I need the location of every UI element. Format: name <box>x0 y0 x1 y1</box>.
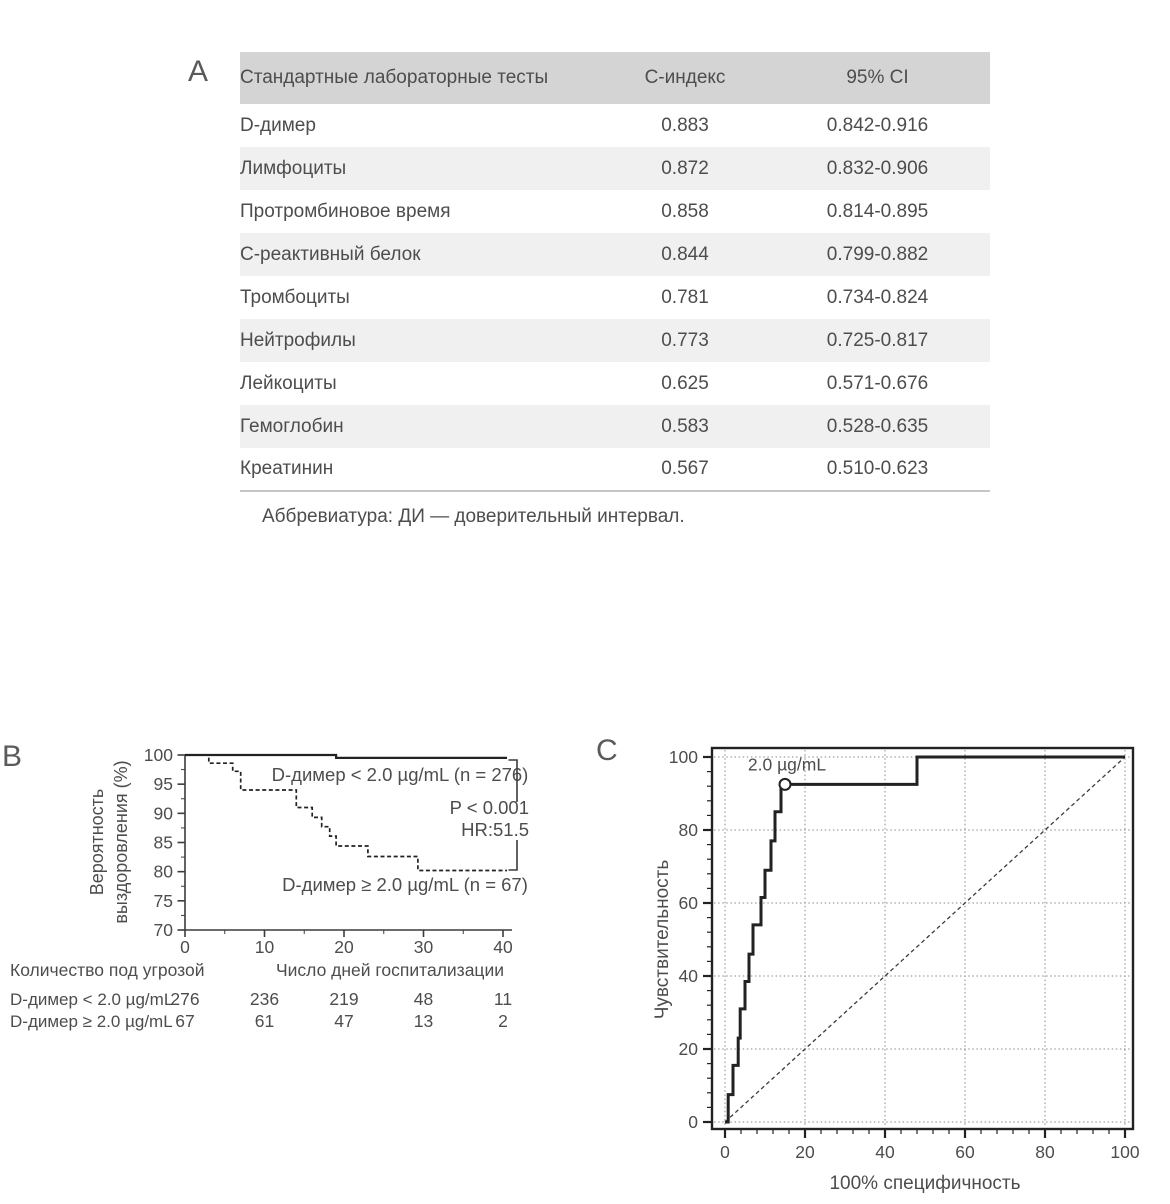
cutoff-label: 2.0 µg/mL <box>747 754 827 775</box>
ci-cell: 0.725-0.817 <box>826 329 929 351</box>
table-header-row <box>240 52 990 104</box>
table-row <box>240 190 990 233</box>
km-y-axis-title: Вероятность <box>87 788 107 896</box>
table-row <box>240 405 990 448</box>
ci-cell: 0.832-0.906 <box>826 157 929 179</box>
roc-x-tick-label: 80 <box>1035 1142 1055 1162</box>
risk-value: 48 <box>413 989 434 1009</box>
table-row <box>240 362 990 405</box>
table-row <box>240 104 990 147</box>
roc-x-tick-label: 100 <box>1110 1142 1140 1162</box>
panel-a-label: A <box>188 55 209 88</box>
roc-x-tick-label: 60 <box>955 1142 975 1162</box>
roc-x-tick-label: 40 <box>875 1142 895 1162</box>
col-header-tests: Стандартные лабораторные тесты <box>240 67 549 88</box>
table-row <box>240 276 990 319</box>
km-y-tick-label: 85 <box>153 832 173 853</box>
risk-row-label: D-димер ≥ 2.0 µg/mL <box>10 1012 173 1031</box>
panel-c-label: C <box>596 734 618 767</box>
lab-tests-table <box>240 52 990 492</box>
risk-value: 2 <box>498 1011 508 1031</box>
km-x-tick-label: 40 <box>493 937 513 957</box>
test-name-cell: D-димер <box>240 114 316 136</box>
hazard-ratio-annotation: HR:51.5 <box>461 819 529 840</box>
risk-value: 276 <box>170 989 200 1009</box>
km-y-tick-label: 90 <box>153 803 173 824</box>
risk-value: 67 <box>175 1011 195 1031</box>
c-index-cell: 0.625 <box>661 372 709 394</box>
test-name-cell: С-реактивный белок <box>240 243 421 265</box>
c-index-cell: 0.583 <box>661 415 709 437</box>
roc-curve <box>725 757 1125 1122</box>
table-row <box>240 448 990 491</box>
risk-row-label: D-димер < 2.0 µg/mL <box>10 990 174 1009</box>
km-curve-low-label: D-димер < 2.0 µg/mL (n = 276) <box>271 764 529 785</box>
km-y-tick-label: 80 <box>153 861 173 882</box>
km-x-tick-label: 30 <box>413 937 434 957</box>
km-x-tick-label: 10 <box>254 937 275 957</box>
table-row <box>240 319 990 362</box>
roc-frame <box>712 748 1133 1129</box>
ci-cell: 0.528-0.635 <box>826 415 929 437</box>
km-y-tick-label: 75 <box>153 890 173 911</box>
col-header-cindex: С-индекс <box>644 67 726 88</box>
km-y-tick-label: 95 <box>153 774 173 795</box>
col-header-ci: 95% CI <box>846 67 909 88</box>
ci-cell: 0.814-0.895 <box>826 200 929 222</box>
cutoff-marker <box>780 779 791 790</box>
km-x-tick-label: 20 <box>334 937 354 957</box>
test-name-cell: Протромбиновое время <box>240 200 451 222</box>
test-name-cell: Тромбоциты <box>240 286 350 308</box>
roc-y-axis-title: Чувствительность <box>652 859 673 1020</box>
test-name-cell: Лимфоциты <box>240 157 347 179</box>
risk-value: 61 <box>254 1011 275 1031</box>
roc-x-tick-label: 0 <box>720 1142 730 1162</box>
c-index-cell: 0.872 <box>661 157 709 179</box>
roc-y-tick-label: 20 <box>678 1039 698 1059</box>
km-y-axis-title: выздоровления (%) <box>111 760 131 924</box>
ci-cell: 0.842-0.916 <box>826 114 929 136</box>
risk-value: 47 <box>334 1011 354 1031</box>
km-y-tick-label: 100 <box>143 745 173 765</box>
km-curve-low-ddimer <box>185 755 507 758</box>
roc-x-tick-label: 20 <box>795 1142 815 1162</box>
roc-plot <box>590 730 1170 1204</box>
risk-value: 219 <box>329 989 359 1009</box>
risk-table-header: Количество под угрозой <box>10 960 205 980</box>
roc-y-tick-label: 80 <box>678 820 698 840</box>
c-index-cell: 0.858 <box>661 200 709 222</box>
ci-cell: 0.799-0.882 <box>826 243 929 265</box>
c-index-cell: 0.844 <box>661 243 709 265</box>
c-index-cell: 0.773 <box>661 329 709 351</box>
table-row <box>240 233 990 276</box>
roc-y-tick-label: 40 <box>678 966 698 986</box>
roc-y-tick-label: 100 <box>668 747 698 767</box>
lab-table-body <box>240 104 990 491</box>
risk-value: 11 <box>493 989 513 1009</box>
p-value-annotation: P < 0.001 <box>449 797 529 818</box>
roc-x-axis-title: 100% специфичность <box>829 1173 1021 1194</box>
test-name-cell: Креатинин <box>240 458 334 479</box>
roc-y-tick-label: 60 <box>678 893 698 913</box>
table-row <box>240 147 990 190</box>
risk-value: 236 <box>249 989 280 1009</box>
ci-cell: 0.510-0.623 <box>826 458 929 479</box>
test-name-cell: Лейкоциты <box>240 372 337 394</box>
test-name-cell: Нейтрофилы <box>240 329 356 351</box>
km-plot <box>0 740 560 1040</box>
panel-b-label: B <box>2 740 23 773</box>
risk-value: 13 <box>413 1011 434 1031</box>
ci-cell: 0.571-0.676 <box>826 372 929 394</box>
c-index-cell: 0.883 <box>661 114 709 136</box>
test-name-cell: Гемоглобин <box>240 415 344 437</box>
km-x-tick-label: 0 <box>180 937 190 957</box>
table-footnote: Аббревиатура: ДИ — доверительный интервал. <box>262 506 685 527</box>
ci-cell: 0.734-0.824 <box>826 286 929 308</box>
roc-y-tick-label: 0 <box>688 1112 698 1132</box>
km-x-axis-title: Число дней госпитализации <box>275 960 505 980</box>
km-curve-high-label: D-димер ≥ 2.0 µg/mL (n = 67) <box>282 874 528 895</box>
c-index-cell: 0.781 <box>661 286 709 308</box>
roc-diagonal-reference <box>725 757 1125 1122</box>
c-index-cell: 0.567 <box>661 458 709 479</box>
km-y-tick-label: 70 <box>153 920 173 940</box>
